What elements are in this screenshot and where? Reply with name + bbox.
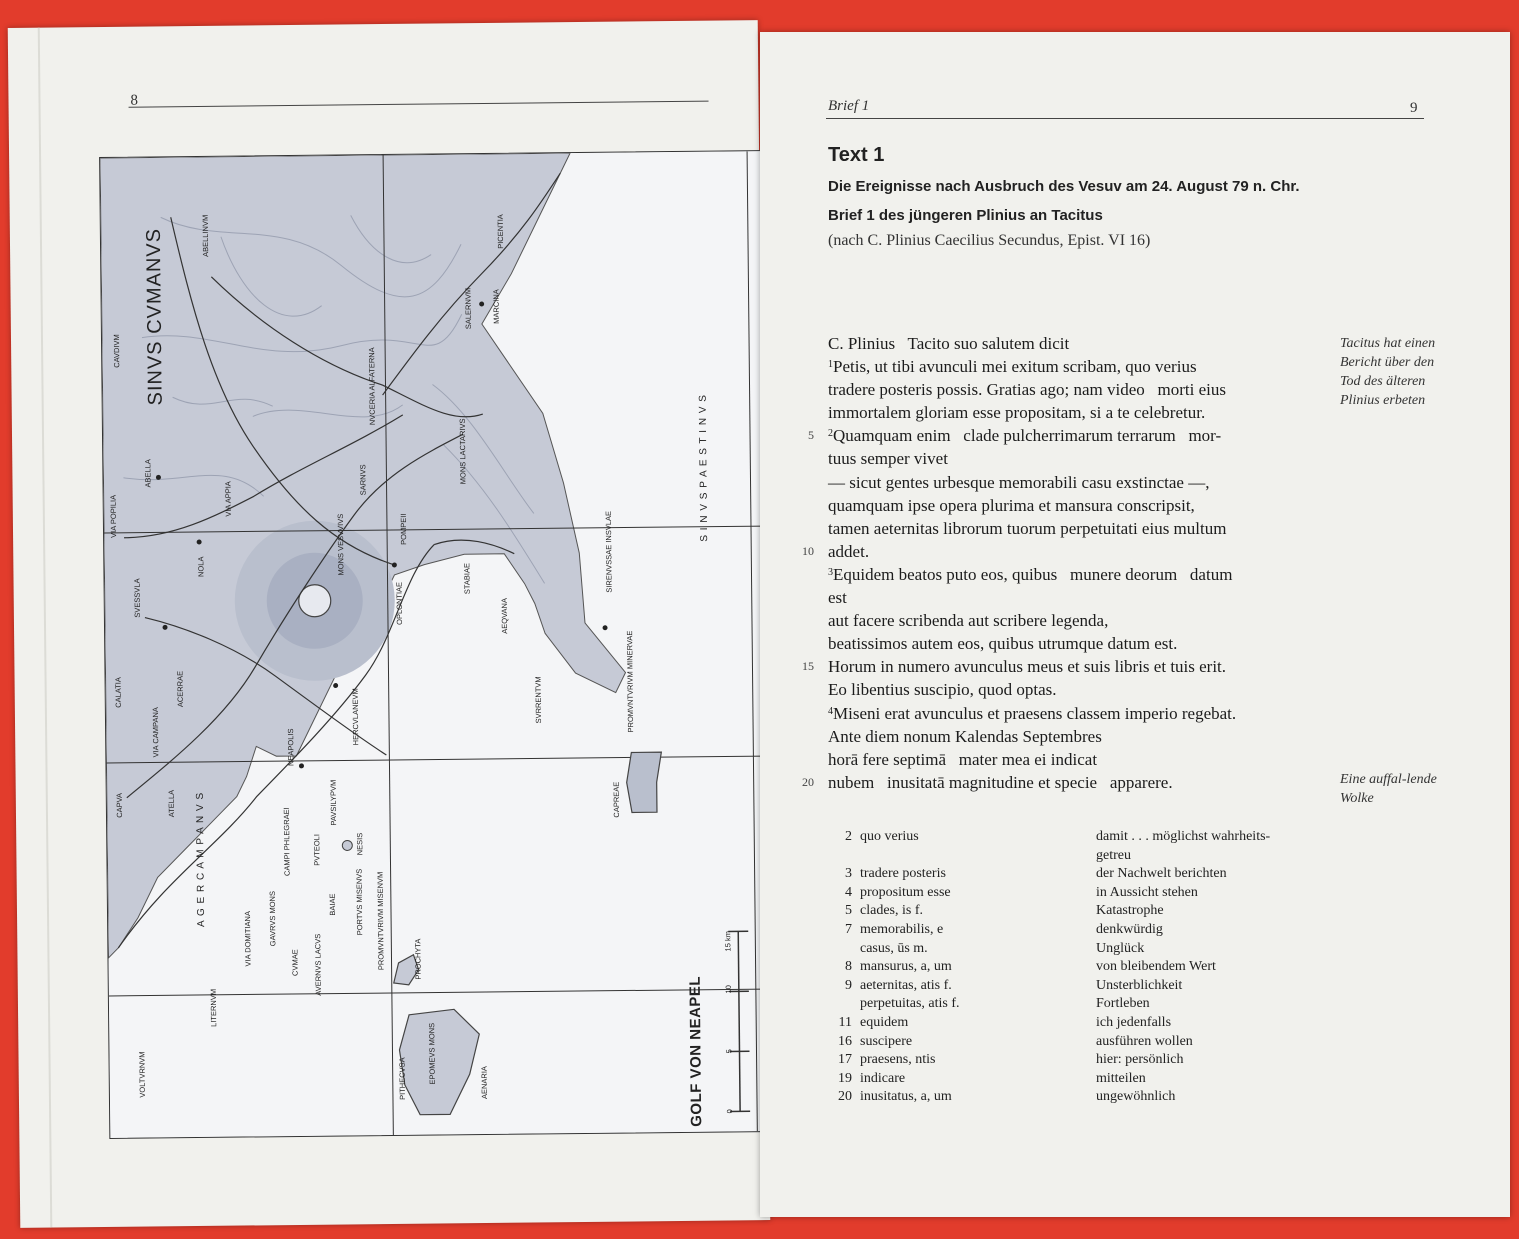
label-avernus-lacus: AVERNVS LACVS [313, 933, 323, 996]
latin-line-text: addet. [828, 541, 870, 561]
latin-line-text: horā fere septimā mater mea ei indicat [828, 749, 1098, 769]
vocab-term: mansurus, a, um [860, 959, 952, 975]
latin-line-text: beatissimos autem eos, quibus utrumque datum est. [828, 634, 1178, 654]
header-rule [129, 101, 709, 108]
vocab-term: memorabilis, e [860, 921, 944, 937]
vocab-meaning: Unsterblichkeit [1096, 977, 1183, 993]
latin-line [828, 355, 1336, 378]
latin-line [828, 378, 1336, 401]
latin-line [828, 517, 1336, 540]
vocab-line-ref: 16 [838, 1033, 852, 1049]
vocab-line-ref: 5 [845, 903, 852, 919]
page-edge [38, 28, 53, 1228]
label-suessula: SVESSVLA [132, 578, 142, 618]
vocab-term: quo verius [860, 829, 919, 844]
label-minervae: PROMVNTVRIVM MINERVAE [625, 630, 636, 733]
latin-line-text: Miseni erat avunculus et praesens classem imperio regebat. [833, 703, 1237, 723]
map-gulf-of-naples [99, 150, 771, 1139]
paragraph-number: 1 [828, 359, 833, 371]
label-nuceria: NVCERIA ALFATERNA [367, 347, 377, 426]
label-via-popilia: VIA POPILIA [108, 494, 119, 538]
label-via-campana: VIA CAMPANA [150, 707, 161, 758]
vocab-meaning: denkwürdig [1096, 921, 1163, 937]
label-via-domitiana: VIA DOMITIANA [242, 911, 253, 967]
label-aequana: AEQVANA [499, 598, 510, 634]
label-stabiae: STABIAE [462, 563, 472, 595]
label-capreae: CAPREAE [611, 781, 622, 818]
vocab-row [830, 902, 1430, 921]
label-baiae: BAIAE [327, 893, 338, 916]
vocab-row [830, 958, 1430, 977]
vocab-meaning: von bleibendem Wert [1096, 959, 1216, 975]
vocab-term: perpetuitas, atis f. [860, 996, 960, 1012]
latin-line [828, 748, 1336, 771]
island-nesis [342, 840, 352, 850]
label-aenaria: AENARIA [479, 1066, 489, 1100]
vocab-meaning: Katastrophe [1096, 903, 1164, 919]
margin-note-1: Tacitus hat einen Bericht über den Tod des älteren Plinius erbeten [1340, 336, 1436, 408]
label-marcina: MARCINA [491, 289, 501, 324]
latin-line [828, 471, 1336, 494]
latin-line [808, 424, 1336, 447]
vocab-line-ref: 8 [845, 959, 852, 975]
latin-line [828, 494, 1336, 517]
latin-line-text: — sicut gentes urbesque memorabili casu exstinctae —, [828, 472, 1210, 492]
label-abellinum: ABELLINVM [200, 214, 211, 257]
latin-line [828, 609, 1336, 632]
label-sarnus: SARNVS [358, 464, 368, 496]
label-campi-phlegraei: CAMPI PHLEGRAEI [281, 807, 292, 877]
latin-line [828, 586, 1336, 609]
line-number: 15 [802, 659, 814, 674]
vocab-row [830, 921, 1430, 940]
scale-tick-10: 10 [723, 985, 733, 994]
scale-tick-15: 15 km [723, 930, 733, 952]
label-acerrae: ACERRAE [175, 670, 185, 708]
latin-line-text: nubem inusitatā magnitudine et specie apparere. [828, 772, 1173, 792]
latin-line-text: Petis, ut tibi avunculi mei exitum scribam, quo verius [833, 357, 1197, 377]
vocab-meaning: ich jedenfalls [1096, 1014, 1172, 1030]
map-drawing [100, 151, 770, 1138]
label-gaurus-mons: GAVRVS MONS [267, 891, 278, 947]
vocab-row [830, 828, 1430, 847]
vocab-meaning: mitteilen [1096, 1070, 1146, 1086]
subheading-letter: Brief 1 des jüngeren Plinius an Tacitus [828, 207, 1103, 224]
vocab-row [830, 1014, 1430, 1033]
label-surrentum: SVRRENTVM [533, 676, 544, 724]
label-pompeii: POMPEII [398, 513, 409, 545]
label-via-appia: VIA APPIA [223, 481, 233, 517]
latin-line-text: Ante diem nonum Kalendas Septembres [828, 726, 1102, 746]
label-pausilypum: PAVSILYPVM [328, 779, 339, 826]
vocab-term: casus, ūs m. [860, 940, 928, 956]
label-capua: CAPVA [114, 792, 125, 818]
label-puteoli: PVTEOLI [312, 834, 322, 866]
vocab-term: clades, is f. [860, 903, 923, 919]
label-mons-lactarius: MONS LACTARIVS [457, 418, 468, 485]
page-number-right: 9 [1410, 100, 1418, 116]
page-number-left: 8 [130, 92, 139, 109]
map-title: GOLF VON NEAPEL [686, 975, 706, 1127]
left-page [8, 20, 771, 1228]
vocab-line-ref: 9 [845, 977, 852, 993]
line-number: 5 [808, 428, 814, 443]
latin-line [828, 332, 1336, 355]
latin-line-text: C. Plinius Tacito suo salutem dicit [828, 334, 1070, 353]
vocab-meaning: getreu [1096, 847, 1131, 863]
vocab-term: aeternitas, atis f. [860, 977, 952, 993]
label-atella: ATELLA [166, 789, 177, 818]
vocab-line-ref: 11 [838, 1014, 852, 1030]
island-capreae [626, 752, 662, 812]
vocab-row [830, 865, 1430, 884]
vocab-meaning: Unglück [1096, 940, 1145, 956]
vocab-term: suscipere [860, 1033, 913, 1049]
latin-line [828, 401, 1336, 424]
running-head: Brief 1 [828, 98, 870, 114]
latin-line-text: est [828, 588, 847, 608]
vocab-term: praesens, ntis [860, 1052, 936, 1068]
vocab-term: indicare [860, 1070, 906, 1086]
vocab-row [830, 940, 1430, 959]
vocab-row [830, 847, 1430, 866]
label-misenum: PROMVNTVRIVM MISENVM [375, 871, 386, 971]
vocab-term: tradere posteris [860, 866, 946, 882]
label-volturnum: VOLTVRNVM [137, 1051, 147, 1098]
source-note: (nach C. Plinius Caecilius Secundus, Epist. VI 16) [828, 232, 1151, 249]
label-liternum: LITERNVM [208, 988, 219, 1027]
label-ager-campanus: A G E R C A M P A N V S [194, 791, 208, 928]
subheading-events: Die Ereignisse nach Ausbruch des Vesuv am 24. August 79 n. Chr. [828, 178, 1300, 195]
vocab-line-ref: 19 [838, 1070, 852, 1086]
vocabulary-list [830, 828, 1430, 1107]
right-page [760, 32, 1510, 1217]
latin-line-text: tuus semper vivet [828, 449, 948, 469]
latin-line [828, 563, 1336, 586]
label-calatia: CALATIA [113, 677, 123, 708]
label-picentia: PICENTIA [495, 214, 506, 249]
vocab-meaning: Fortleben [1096, 996, 1150, 1012]
vocab-meaning: hier: persönlich [1096, 1052, 1184, 1068]
label-epomeus-mons: EPOMEVS MONS [427, 1022, 437, 1085]
latin-line-text: tamen aeternitas librorum tuorum perpetuitati eius multum [828, 518, 1227, 538]
label-sinus-cumanus: SINVS CVMANVS [142, 227, 167, 406]
vocab-row [830, 977, 1430, 996]
latin-line-text: Horum in numero avunculus meus et suis libris et tuis erit. [828, 657, 1227, 677]
latin-line [828, 632, 1336, 655]
line-number: 10 [802, 543, 814, 558]
label-nola: NOLA [196, 556, 206, 578]
latin-line-text: quamquam ipse opera plurima et mansura conscripsit, [828, 495, 1195, 515]
vocab-row [830, 1033, 1430, 1052]
label-neapolis: NEAPOLIS [286, 728, 296, 767]
label-abella: ABELLA [143, 459, 153, 488]
latin-line-text: tradere posteris possis. Gratias ago; nam video morti eius [828, 380, 1226, 400]
label-nesis: NESIS [355, 832, 365, 856]
vocab-row [830, 1070, 1430, 1089]
vocab-line-ref: 4 [845, 884, 852, 900]
label-sirenussae: SIRENVSSAE INSVLAE [603, 510, 614, 593]
margin-note-2: Eine auffal-lende Wolke [1340, 772, 1437, 806]
text-heading: Text 1 [828, 144, 885, 166]
vocab-line-ref: 17 [838, 1052, 852, 1068]
vocab-term: inusitatus, a, um [860, 1089, 952, 1105]
vocab-row [830, 1051, 1430, 1070]
latin-line [802, 771, 1336, 794]
latin-line-text: Eo libentius suscipio, quod optas. [828, 680, 1057, 700]
paragraph-number: 3 [828, 566, 833, 578]
label-prochyta: PROCHYTA [413, 938, 423, 980]
vocab-row [830, 884, 1430, 903]
label-pithecusa: PITHECVSA [397, 1057, 407, 1100]
vocab-meaning: ausführen wollen [1096, 1033, 1193, 1049]
vocab-line-ref: 7 [845, 921, 852, 937]
vocab-meaning: der Nachwelt berichten [1096, 866, 1227, 882]
vocab-row [830, 1088, 1430, 1107]
latin-line-text: immortalem gloriam esse propositam, si a te celebretur. [828, 403, 1206, 423]
label-salernum: SALERNVM [463, 287, 473, 330]
scale-tick-0: 0 [725, 1109, 735, 1114]
scale-tick-5: 5 [724, 1049, 734, 1054]
label-cumae: CVMAE [290, 949, 300, 977]
label-herculaneum: HERCVLANEVM [350, 688, 361, 746]
label-oplontiae: OPLONTIAE [394, 581, 405, 625]
vocab-meaning: in Aussicht stehen [1096, 884, 1198, 900]
label-portus-misenus: PORTVS MISENVS [354, 868, 365, 936]
vocab-term: equidem [860, 1014, 909, 1030]
paragraph-number: 2 [828, 428, 833, 440]
vocab-line-ref: 20 [838, 1089, 852, 1105]
latin-line [828, 678, 1336, 701]
latin-line [802, 540, 1336, 563]
latin-line-text: Equidem beatos puto eos, quibus munere deorum datum [833, 564, 1233, 584]
latin-line [828, 447, 1336, 470]
latin-line-text: aut facere scribenda aut scribere legenda, [828, 611, 1109, 631]
vocab-line-ref: 2 [845, 829, 852, 844]
latin-line [828, 702, 1336, 725]
label-caudium: CAVDIVM [111, 334, 122, 368]
latin-line [802, 655, 1336, 678]
vocab-term: propositum esse [860, 884, 951, 900]
line-number: 20 [802, 774, 814, 789]
vocab-meaning: ungewöhnlich [1096, 1089, 1176, 1105]
paragraph-number: 4 [828, 705, 833, 717]
latin-text [802, 332, 1336, 794]
vocab-line-ref: 3 [845, 866, 852, 882]
latin-line [828, 725, 1336, 748]
label-sinus-paestinus: S I N V S P A E S T I N V S [697, 394, 711, 542]
header-rule-right [826, 118, 1424, 119]
vocab-meaning: damit . . . möglichst wahrheits- [1096, 829, 1271, 844]
vocab-row [830, 995, 1430, 1014]
latin-line-text: Quamquam enim clade pulcherrimarum terrarum mor- [833, 426, 1222, 446]
label-mons-vesuvius: MONS VESVVIVS [335, 513, 346, 576]
